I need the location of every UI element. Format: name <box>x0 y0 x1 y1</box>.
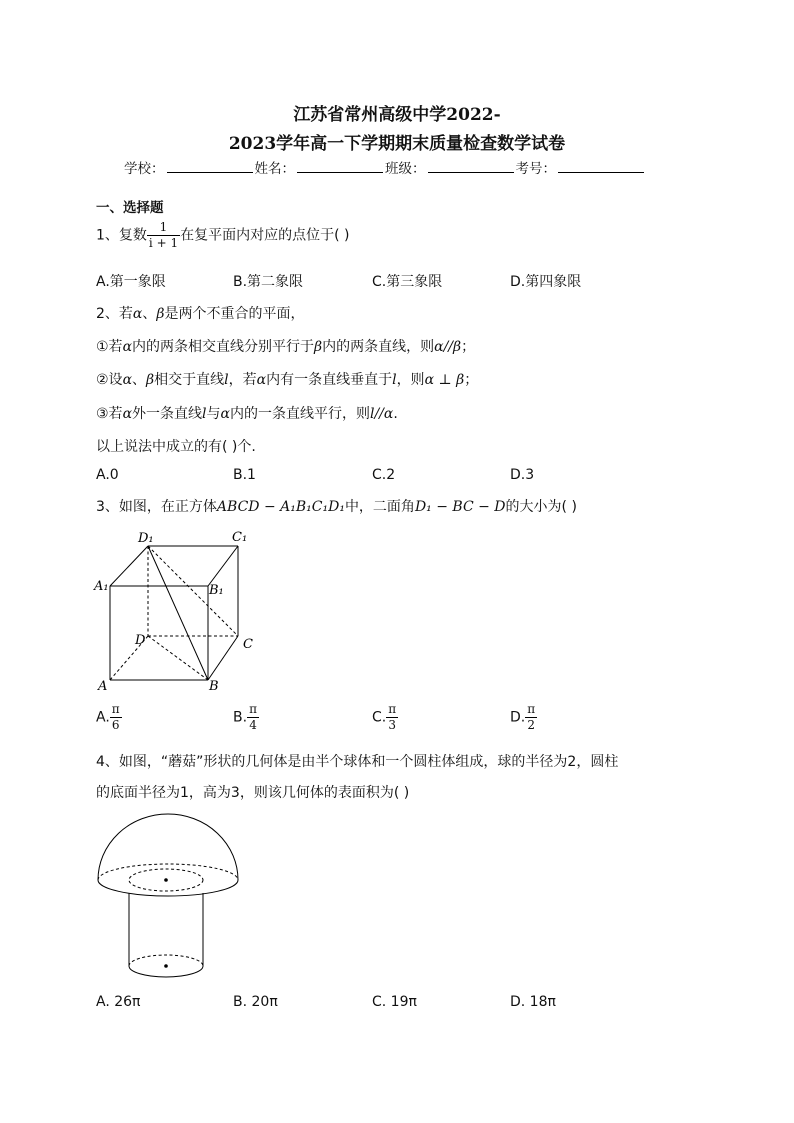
s2-a: ②设 <box>96 372 123 388</box>
diag-d1-b <box>148 546 208 680</box>
q2-option-d: D.3 <box>510 467 535 483</box>
q1-prefix: 1、复数 <box>96 227 147 244</box>
s2-l-2: l <box>392 372 397 388</box>
s2-f: α ⊥ β <box>424 372 465 388</box>
q3-option-d <box>510 702 537 733</box>
s3-b: 外一条直线 <box>132 406 203 422</box>
q2-statement-1 <box>96 336 475 356</box>
s2-e: ，则 <box>396 372 425 388</box>
q3-d-den: 2 <box>527 718 535 732</box>
s2-beta: β <box>146 372 155 388</box>
q3-b-prefix: B. <box>233 709 248 726</box>
q2-beta: β <box>156 306 165 322</box>
q1-frac-num: 1 <box>147 220 180 236</box>
q3-angle: D₁ − BC − D <box>414 499 506 515</box>
q2-statement-2 <box>96 369 478 389</box>
q2-option-a: A.0 <box>96 467 119 483</box>
s1-alpha: α <box>122 339 133 355</box>
q3-c-num: π <box>388 702 397 716</box>
question-1 <box>96 220 349 251</box>
q3-prefix: 3、如图，在正方体 <box>96 499 217 515</box>
q3-suffix: 的大小为( ) <box>505 499 577 515</box>
q3-b-frac <box>247 702 259 733</box>
q2-statement-3 <box>96 403 398 423</box>
edge-a1-d1 <box>110 546 148 586</box>
s3-a: ③若 <box>96 406 123 422</box>
q3-a-prefix: A. <box>96 709 110 726</box>
s3-alpha: α <box>122 406 133 422</box>
s3-f: . <box>393 406 398 422</box>
q2-option-b: B.1 <box>233 467 256 483</box>
label-d1: D₁ <box>138 531 154 546</box>
q1-suffix: 在复平面内对应的点位于( ) <box>180 227 350 244</box>
q1-option-d: D.第四象限 <box>510 274 582 290</box>
class-label: 班级： <box>385 161 426 177</box>
id-label: 考号： <box>515 161 556 177</box>
label-c: C <box>243 637 253 652</box>
q2-stem-b: 是两个不重合的平面， <box>164 306 305 322</box>
cube-diagram <box>90 522 270 694</box>
q4-option-b: B. 20π <box>233 994 278 1010</box>
exam-title-line1: 江苏省常州高级中学2022- <box>293 105 501 125</box>
q2-option-c: C.2 <box>372 467 396 483</box>
label-b: B <box>209 679 219 694</box>
school-blank <box>167 160 253 173</box>
q1-fraction <box>147 220 180 251</box>
exam-title-line2: 2023学年高一下学期期末质量检查数学试卷 <box>228 134 566 154</box>
q1-option-a: A.第一象限 <box>96 274 166 290</box>
q3-cube: ABCD − A₁B₁C₁D₁ <box>216 499 345 515</box>
id-blank <box>558 160 644 173</box>
hemisphere-dome <box>98 814 238 880</box>
q1-frac-den: i + 1 <box>148 236 179 250</box>
hemisphere-base-front <box>98 880 238 896</box>
section-title: 一、选择题 <box>96 200 164 216</box>
s2-alpha: α <box>122 372 133 388</box>
top-center-point <box>164 878 168 882</box>
name-blank <box>297 160 383 173</box>
q2-conclusion: 以上说法中成立的有( )个. <box>96 439 256 455</box>
q3-a-num: π <box>111 702 120 716</box>
q1-option-b: B.第二象限 <box>233 274 304 290</box>
school-label: 学校： <box>124 161 165 177</box>
label-a1: A₁ <box>94 579 109 594</box>
hidden-diag-d1-c <box>148 546 238 636</box>
hemisphere-base-back <box>98 864 238 880</box>
edge-b-c <box>208 636 238 680</box>
s2-b: 相交于直线 <box>154 372 225 388</box>
q3-c-den: 3 <box>388 718 396 732</box>
q3-d-prefix: D. <box>510 709 526 726</box>
q3-option-b <box>233 702 259 733</box>
s1-a: ①若 <box>96 339 123 355</box>
label-c1: C₁ <box>232 530 248 545</box>
s1-e: ； <box>461 339 476 355</box>
question-3 <box>96 496 577 516</box>
name-label: 姓名： <box>254 161 295 177</box>
q3-c-prefix: C. <box>372 709 387 726</box>
s2-sep: 、 <box>132 372 147 388</box>
q4-option-a: A. 26π <box>96 994 141 1010</box>
q3-d-num: π <box>527 702 536 716</box>
q3-mid: 中，二面角 <box>344 499 415 515</box>
s2-c: ，若 <box>228 372 257 388</box>
q4-option-d: D. 18π <box>510 994 556 1010</box>
question-4-line-1: 4、如图，“蘑菇”形状的几何体是由半个球体和一个圆柱体组成，球的半径为2，圆柱 <box>96 754 619 770</box>
s3-c: 与 <box>206 406 221 422</box>
s1-b: 内的两条相交直线分别平行于 <box>132 339 315 355</box>
s3-d: 内的一条直线平行，则 <box>229 406 370 422</box>
edge-b1-c1 <box>208 546 238 586</box>
student-info-line <box>124 157 646 177</box>
label-d: D <box>135 633 146 648</box>
s1-beta: β <box>314 339 323 355</box>
q3-c-frac <box>386 702 398 733</box>
q3-a-den: 6 <box>111 718 120 732</box>
q3-d-frac <box>525 702 537 733</box>
question-4-line-2: 的底面半径为1，高为3，则该几何体的表面积为( ) <box>96 785 410 801</box>
bottom-center-point <box>164 964 168 968</box>
s1-c: 内的两条直线，则 <box>322 339 435 355</box>
s2-alpha-2: α <box>256 372 267 388</box>
s3-e: l//α <box>369 406 394 422</box>
q3-option-a <box>96 702 122 733</box>
class-blank <box>428 160 514 173</box>
q2-sep: 、 <box>142 306 157 322</box>
s2-g: ； <box>464 372 479 388</box>
q3-option-c <box>372 702 398 733</box>
q4-option-c: C. 19π <box>372 994 417 1010</box>
q2-stem-a: 2、若 <box>96 306 133 322</box>
q3-a-frac <box>110 702 122 733</box>
s2-d: 内有一条直线垂直于 <box>266 372 393 388</box>
s3-alpha-2: α <box>220 406 230 422</box>
label-b1: B₁ <box>209 583 224 598</box>
s1-d: α//β <box>434 339 462 355</box>
mushroom-diagram <box>92 812 244 984</box>
q3-b-num: π <box>249 702 257 716</box>
q1-option-c: C.第三象限 <box>372 274 443 290</box>
s3-l: l <box>202 406 207 422</box>
q2-alpha: α <box>132 306 143 322</box>
hidden-edge-d-b <box>148 636 208 680</box>
q3-b-den: 4 <box>249 718 257 732</box>
question-2-stem <box>96 303 304 323</box>
label-a: A <box>98 679 108 694</box>
s2-l: l <box>224 372 229 388</box>
